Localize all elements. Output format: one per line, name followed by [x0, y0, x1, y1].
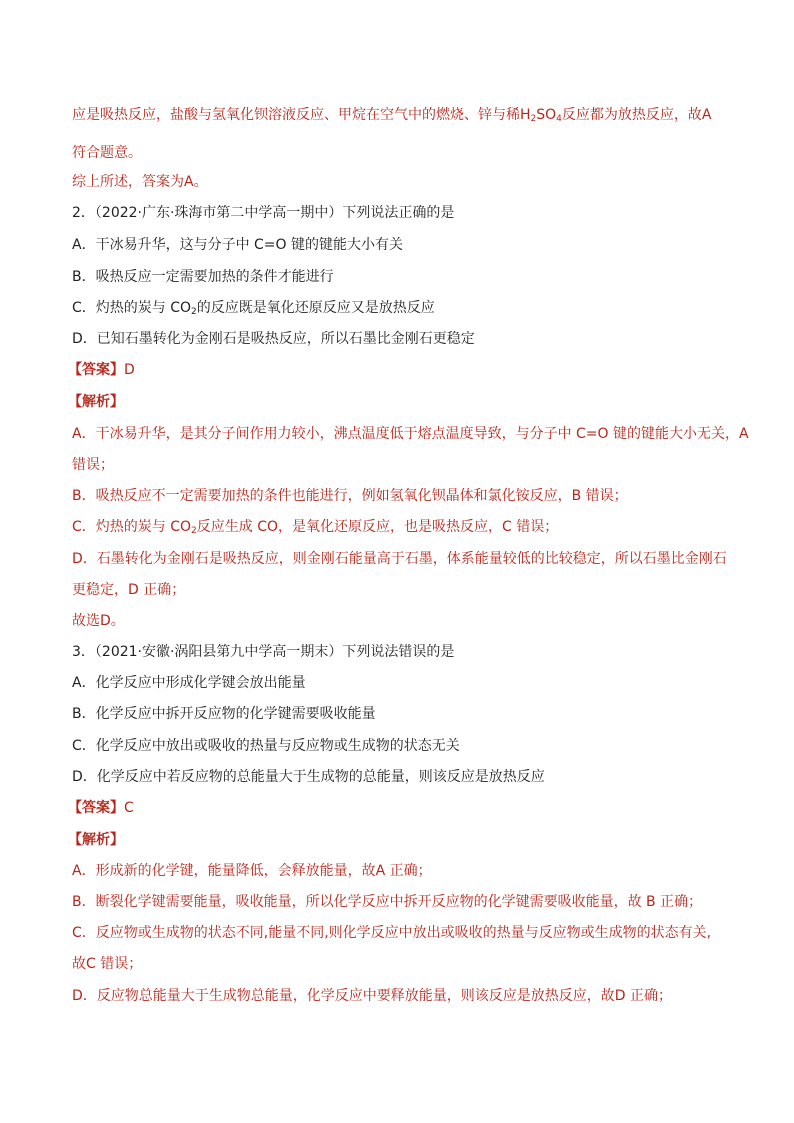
q2-explanation-b: B．吸热反应不一定需要加热的条件也能进行，例如氢氧化钡晶体和氯化铵反应，B 错误；: [72, 488, 628, 504]
subscript: 2: [530, 114, 537, 124]
q2-stem: 2．（2022·广东·珠海市第二中学高一期中）下列说法正确的是: [72, 205, 455, 221]
q1-explanation-text: 应是吸热反应，盐酸与氢氧化钡溶液反应、甲烷在空气中的燃烧、锌与稀H: [72, 107, 531, 123]
q3-option-c: C．化学反应中放出或吸收的热量与反应物或生成物的状态无关: [72, 738, 460, 754]
q3-explanation-b: B．断裂化学键需要能量，吸收能量，所以化学反应中拆开反应物的化学键需要吸收能量，故 B 正确；: [72, 894, 703, 910]
q3-explanation-d: D．反应物总能量大于生成物总能量，化学反应中要释放能量，则该反应是放热反应，故D 正确；: [72, 988, 673, 1004]
q2-explanation-d: D．石墨转化为金刚石是吸热反应，则金刚石能量高于石墨，体系能量较低的比较稳定，所以石墨比金刚石: [72, 551, 727, 567]
option-text: 的反应既是氧化还原反应又是放热反应: [196, 300, 435, 316]
q2-option-d: D．已知石墨转化为金刚石是吸热反应，所以石墨比金刚石更稳定: [72, 331, 475, 347]
q1-conclusion: 综上所述，答案为A。: [72, 174, 208, 190]
q2-option-c: [72, 299, 435, 317]
q3-answer: [68, 799, 134, 817]
q1-explanation-line: 符合题意。: [72, 145, 142, 161]
q3-option-a: A．化学反应中形成化学键会放出能量: [72, 675, 306, 691]
explanation-text: 反应生成 CO，是氧化还原反应，也是吸热反应，C 错误；: [196, 519, 559, 535]
q1-explanation-text: SO: [536, 107, 557, 123]
option-text: C．灼热的炭与 CO: [72, 300, 192, 316]
q2-explanation-a-cont: 错误；: [72, 457, 114, 473]
q3-explanation-c-cont: 故C 错误；: [72, 956, 143, 972]
q3-stem: 3．（2021·安徽·涡阳县第九中学高一期末）下列说法错误的是: [72, 644, 455, 660]
explanation-text: C．灼热的炭与 CO: [72, 519, 192, 535]
q3-option-b: B．化学反应中拆开反应物的化学键需要吸收能量: [72, 706, 376, 722]
q3-explanation-a: A．形成新的化学键，能量降低，会释放能量，故A 正确；: [72, 863, 432, 879]
q2-answer: [68, 361, 135, 379]
answer-label: 【答案】: [68, 800, 124, 816]
q1-explanation-text: 反应都为放热反应，故A: [561, 107, 712, 123]
q2-explanation-d-cont: 更稳定，D 正确；: [72, 582, 186, 598]
q2-conclusion: 故选D。: [72, 613, 125, 629]
q2-explanation-c: [72, 518, 558, 536]
q2-option-b: B．吸热反应一定需要加热的条件才能进行: [72, 269, 334, 285]
q3-explanation-c: C．反应物或生成物的状态不同,能量不同,则化学反应中放出或吸收的热量与反应物或生成物的状态有关,: [72, 925, 712, 941]
subscript: 2: [191, 526, 197, 536]
q3-option-d: D．化学反应中若反应物的总能量大于生成物的总能量，则该反应是放热反应: [72, 769, 545, 785]
q2-option-a: A．干冰易升华，这与分子中 C=O 键的键能大小有关: [72, 237, 404, 253]
q2-analysis-label: 【解析】: [68, 394, 124, 410]
q2-explanation-a: A．干冰易升华，是其分子间作用力较小，沸点温度低于熔点温度导致，与分子中 C=O 键的键能大小无关，A: [72, 426, 749, 442]
q1-explanation-line: [72, 106, 711, 124]
subscript: 2: [191, 307, 197, 317]
answer-value: C: [124, 800, 134, 816]
q3-analysis-label: 【解析】: [68, 832, 124, 848]
answer-value: D: [124, 362, 135, 378]
answer-label: 【答案】: [68, 362, 124, 378]
subscript: 4: [556, 114, 562, 124]
